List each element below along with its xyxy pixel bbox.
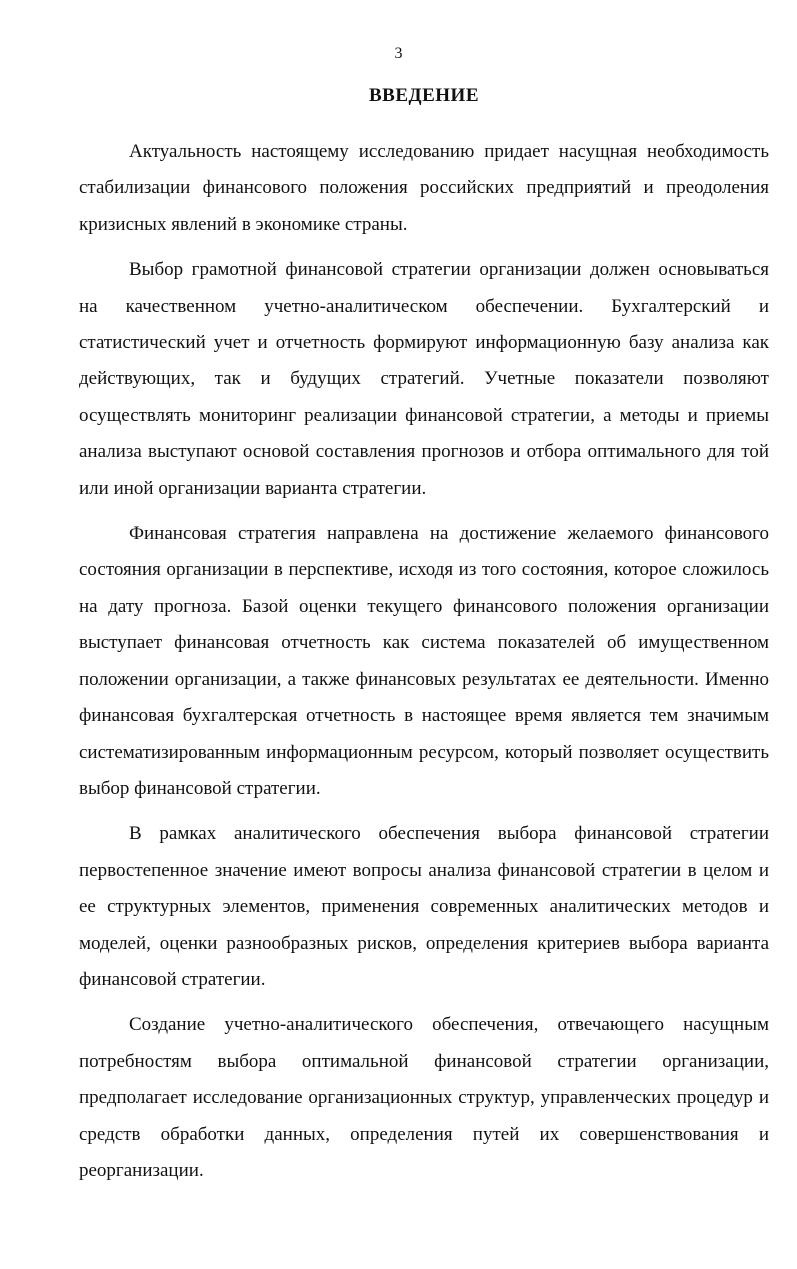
paragraph: Актуальность настоящему исследованию придает насущная необходимость стабилизации финансового положения российских предприятий и преодоления кризисных явлений в экономике страны. [79,141,769,235]
paragraph: Финансовая стратегия направлена на достижение желаемого финансового состояния организации в перспективе, исходя из того состояния, которое сложилось на дату прогноза. Базой оценки текущего финансового положения организации выступает финансовая отчетность как система показателей об имущественном положении организации, а также финансовых результатах ее деятельности. Именно финансовая бухгалтерская отчетность в настоящее время является тем значимым систематизированным информационным ресурсом, который позволяет осуществить выбор финансовой стратегии. [79,523,769,799]
page-number: 3 [394,45,403,62]
page-title: ВВЕДЕНИЕ [369,85,479,106]
body-text [79,134,769,1198]
paragraph: Выбор грамотной финансовой стратегии организации должен основываться на качественном учетно-аналитическом обеспечении. Бухгалтерский и статистический учет и отчетность формируют информационную базу анализа как действующих, так и будущих стратегий. Учетные показатели позволяют осуществлять мониторинг реализации финансовой стратегии, а методы и приемы анализа выступают основой составления прогнозов и отбора оптимального для той или иной организации варианта стратегии. [79,259,769,499]
paragraph: В рамках аналитического обеспечения выбора финансовой стратегии первостепенное значение имеют вопросы анализа финансовой стратегии в целом и ее структурных элементов, применения современных аналитических методов и моделей, оценки разнообразных рисков, определения критериев выбора варианта финансовой стратегии. [79,823,769,990]
paragraph: Создание учетно-аналитического обеспечения, отвечающего насущным потребностям выбора оптимальной финансовой стратегии организации, предполагает исследование организационных структур, управленческих процедур и средств обработки данных, определения путей их совершенствования и реорганизации. [79,1014,769,1181]
